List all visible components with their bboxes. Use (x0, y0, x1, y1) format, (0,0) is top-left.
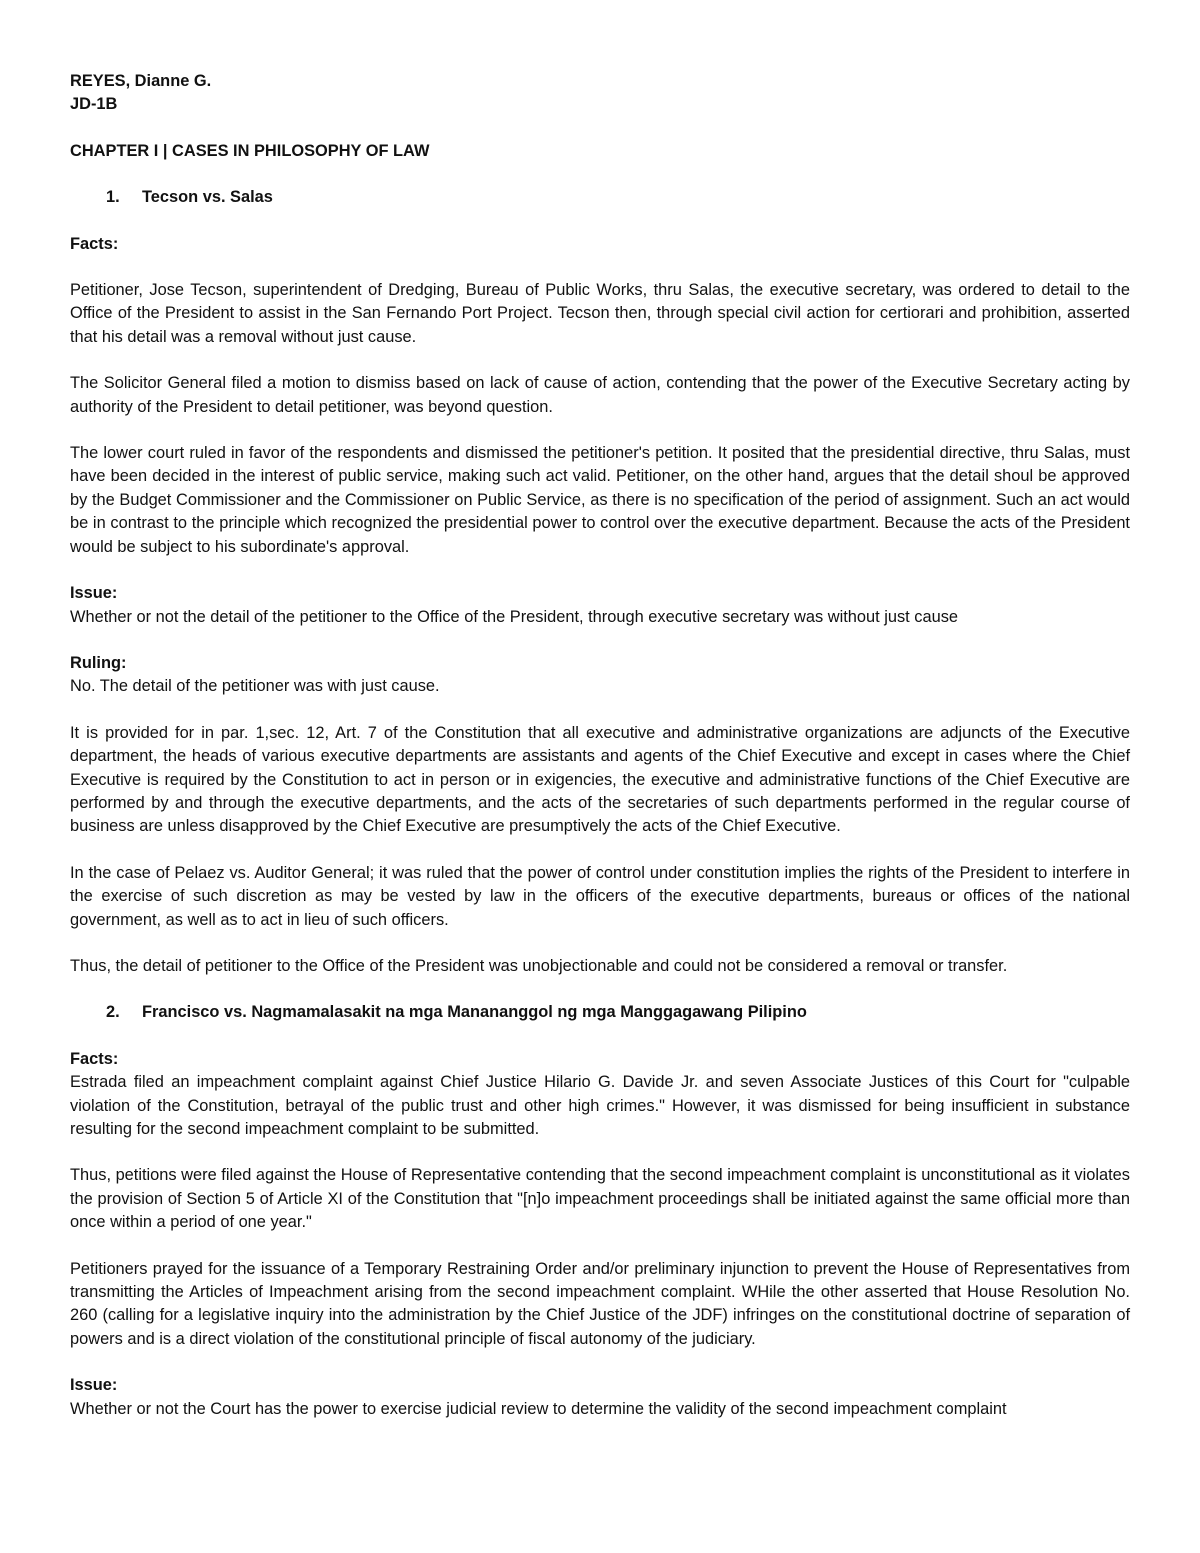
case-2-facts-paragraph: Estrada filed an impeachment complaint against Chief Justice Hilario G. Davide Jr. and seven Associate Justices of this Court for "culpable violation of the Constitution, betrayal of the public trust and other high crimes." However, it was dismissed for being insufficient in substance resulting for the second impeachment complaint to be submitted. (70, 1073, 1130, 1138)
case-1-number: 1. (106, 188, 120, 207)
case-2-facts-label: Facts: (70, 1049, 119, 1068)
case-2-number: 2. (106, 1003, 120, 1022)
case-1-title (70, 186, 1130, 209)
case-2-issue-text: Whether or not the Court has the power to exercise judicial review to determine the validity of the second impeachment complaint (70, 1399, 1007, 1418)
case-2-title (70, 1001, 1130, 1024)
case-2-name: Francisco vs. Nagmamalasakit na mga Manananggol ng mga Manggagawang Pilipino (142, 1003, 807, 1022)
chapter-title: CHAPTER I | CASES IN PHILOSOPHY OF LAW (70, 141, 430, 160)
case-1-facts-label: Facts: (70, 234, 119, 253)
case-1-ruling-label: Ruling: (70, 653, 127, 672)
case-2-issue-label: Issue: (70, 1376, 118, 1395)
case-1-facts-paragraph: The Solicitor General filed a motion to dismiss based on lack of cause of action, contending that the power of the Executive Secretary acting by authority of the President to detail petitioner, was beyond question. (70, 374, 1130, 416)
case-1-name: Tecson vs. Salas (142, 188, 273, 207)
case-1-ruling-paragraph: In the case of Pelaez vs. Auditor General; it was ruled that the power of control under constitution implies the rights of the President to interfere in the exercise of such discretion as may be vested by law in the officers of the executive departments, bureaus or offices of the national government, as well as to act in lieu of such officers. (70, 863, 1130, 929)
case-1-facts-paragraph: Petitioner, Jose Tecson, superintendent of Dredging, Bureau of Public Works, thru Salas, the executive secretary, was ordered to detail to the Office of the President to assist in the San Fernando Port Project. Tecson then, through special civil action for certiorari and prohibition, asserted that his detail was a removal without just cause. (70, 281, 1130, 346)
case-1-ruling-paragraph: Thus, the detail of petitioner to the Office of the President was unobjectionable and could not be considered a removal or transfer. (70, 956, 1008, 975)
case-1-ruling-paragraph: It is provided for in par. 1,sec. 12, Art. 7 of the Constitution that all executive and administrative organizations are adjuncts of the Executive department, the heads of various executive departments are assistants and agents of the Chief Executive and except in cases where the Chief Executive is required by the Constitution to act in person or in exigencies, the executive and administrative functions of the Chief Executive are performed by and through the executive departments, and the acts of the secretaries of such departments performed in the regular course of business are unless disapproved by the Chief Executive are presumptively the acts of the Chief Executive. (70, 723, 1130, 836)
author-section: JD-1B (70, 95, 118, 114)
case-2-facts-paragraph: Petitioners prayed for the issuance of a Temporary Restraining Order and/or preliminary injunction to prevent the House of Representatives from transmitting the Articles of Impeachment arising from the second impeachment complaint. WHile the other asserted that House Resolution No. 260 (calling for a legislative inquiry into the administration by the Chief Justice of the JDF) infringes on the constitutional doctrine of separation of powers and is a direct violation of the constitutional principle of fiscal autonomy of the judiciary. (70, 1259, 1130, 1348)
document-page (70, 70, 1130, 1421)
case-2-facts-paragraph: Thus, petitions were filed against the House of Representative contending that the second impeachment complaint is unconstitutional as it violates the provision of Section 5 of Article XI of the Constitution that "[n]o impeachment proceedings shall be initiated against the same official more than once within a period of one year." (70, 1166, 1130, 1232)
case-1-facts-paragraph: The lower court ruled in favor of the respondents and dismissed the petitioner's petition. It posited that the presidential directive, thru Salas, must have been decided in the interest of public service, making such act valid. Petitioner, on the other hand, argues that the detail shoul be approved by the Budget Commissioner and the Commissioner on Public Service, as there is no specification of the period of assignment. Such an act would be in contrast to the principle which recognized the presidential power to control over the executive department. Because the acts of the President would be subject to his subordinate's approval. (70, 444, 1130, 556)
case-1-issue-text: Whether or not the detail of the petitioner to the Office of the President, through executive secretary was without just cause (70, 607, 959, 626)
case-1-issue-label: Issue: (70, 584, 118, 603)
author-name: REYES, Dianne G. (70, 72, 212, 90)
case-1-ruling-paragraph: No. The detail of the petitioner was with just cause. (70, 677, 440, 696)
